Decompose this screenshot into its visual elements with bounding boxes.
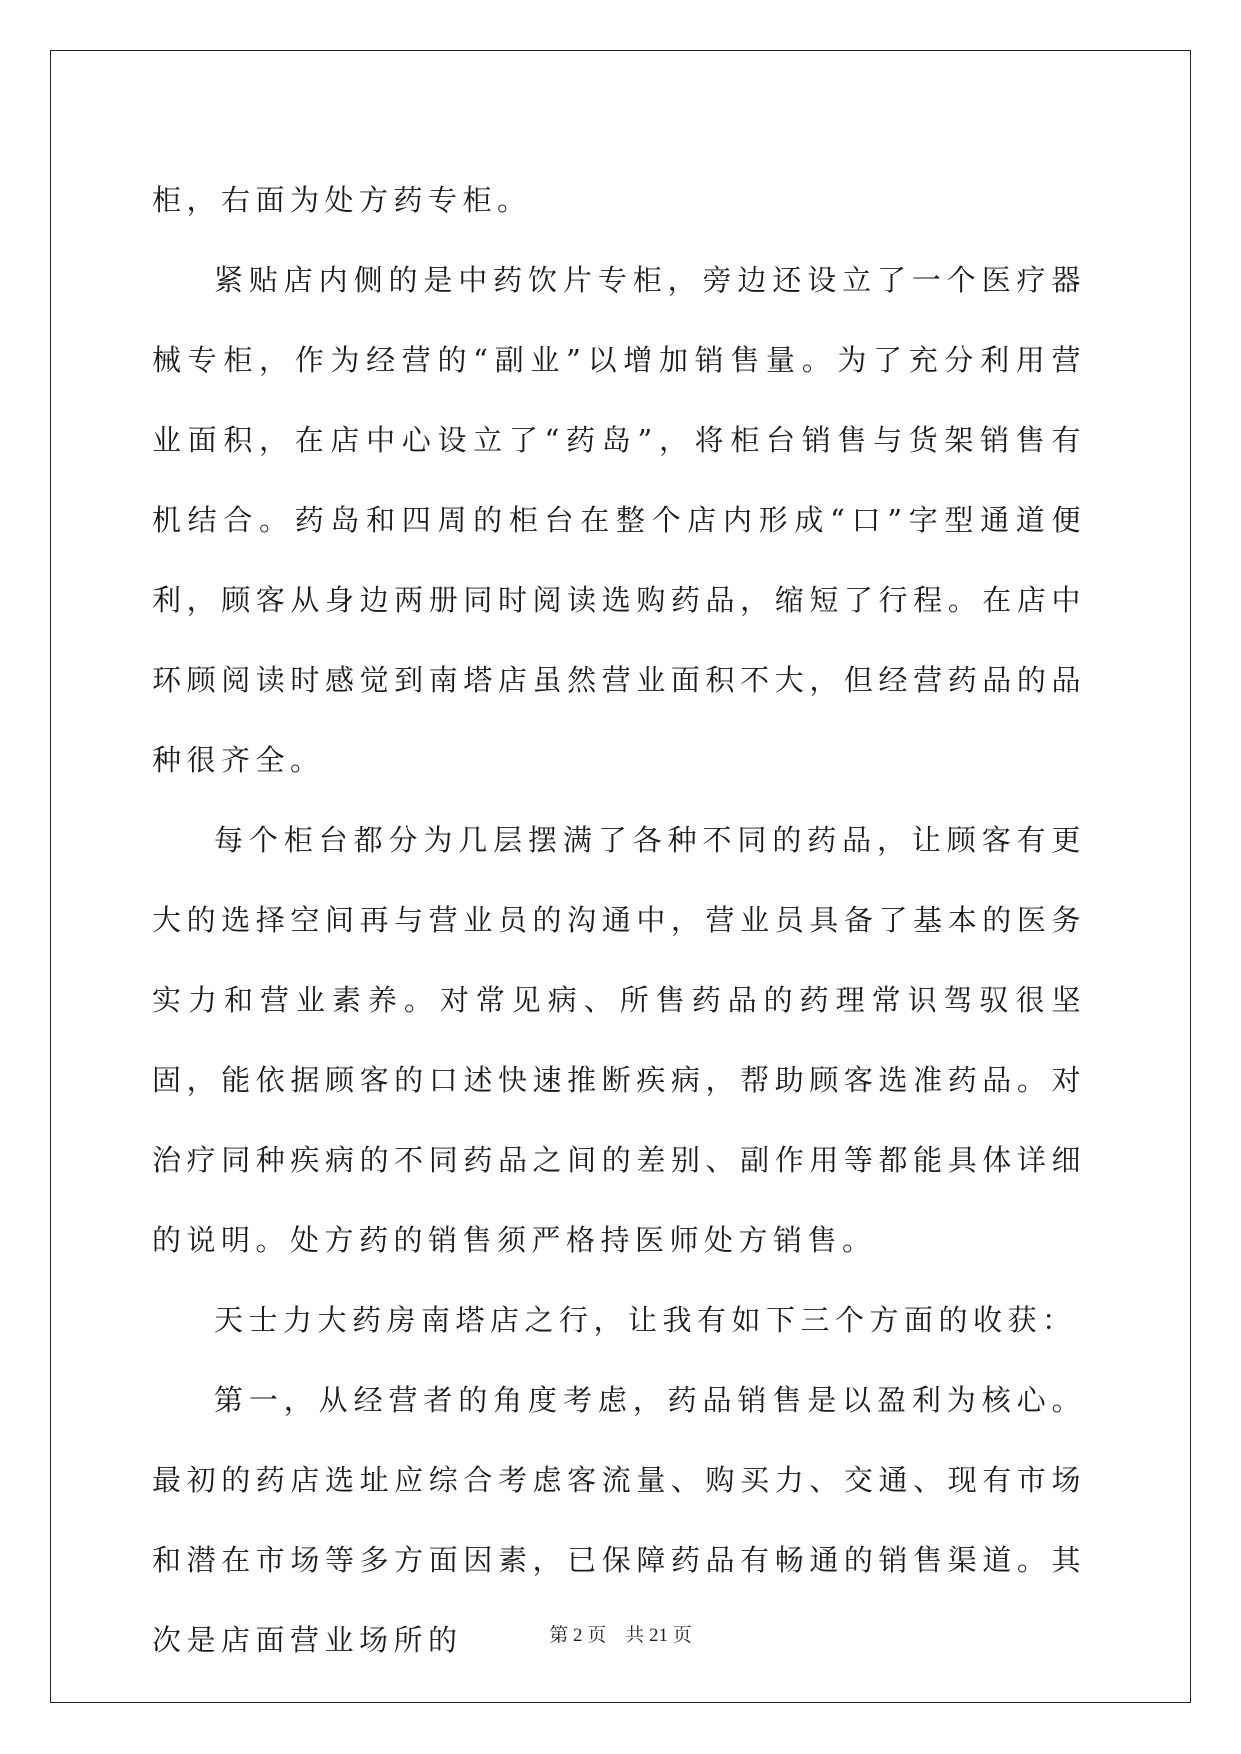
page-number-label: 第 2 页 共 21 页 (549, 1625, 692, 1646)
paragraph-4: 天士力大药房南塔店之行，让我有如下三个方面的收获： (214, 1303, 1077, 1337)
document-body (152, 160, 1086, 1680)
paragraph-1: 柜，右面为处方药专柜。 (152, 183, 532, 217)
paragraph-3: 每个柜台都分为几层摆满了各种不同的药品，让顾客有更大的选择空间再与营业员的沟通中，营业员具备了基本的医务实力和营业素养。对常见病、所售药品的药理常识驾驭很坚固，能依据顾客的口述快速推断疾病，帮助顾客选准药品。对治疗同种疾病的不同药品之间的差别、副作用等都能具体详细的说明。处方药的销售须严格持医师处方销售。 (152, 823, 1086, 1257)
page-footer (0, 1620, 1241, 1647)
paragraph-2: 紧贴店内侧的是中药饮片专柜，旁边还设立了一个医疗器械专柜，作为经营的“副业”以增加销售量。为了充分利用营业面积，在店中心设立了“药岛”，将柜台销售与货架销售有机结合。药岛和四周的柜台在整个店内形成“口”字型通道便利，顾客从身边两册同时阅读选购药品，缩短了行程。在店中环顾阅读时感觉到南塔店虽然营业面积不大，但经营药品的品种很齐全。 (152, 263, 1086, 777)
paragraph-5: 第一，从经营者的角度考虑，药品销售是以盈利为核心。最初的药店选址应综合考虑客流量、购买力、交通、现有市场和潜在市场等多方面因素，已保障药品有畅通的销售渠道。其次是店面营业场所的 (152, 1383, 1086, 1657)
